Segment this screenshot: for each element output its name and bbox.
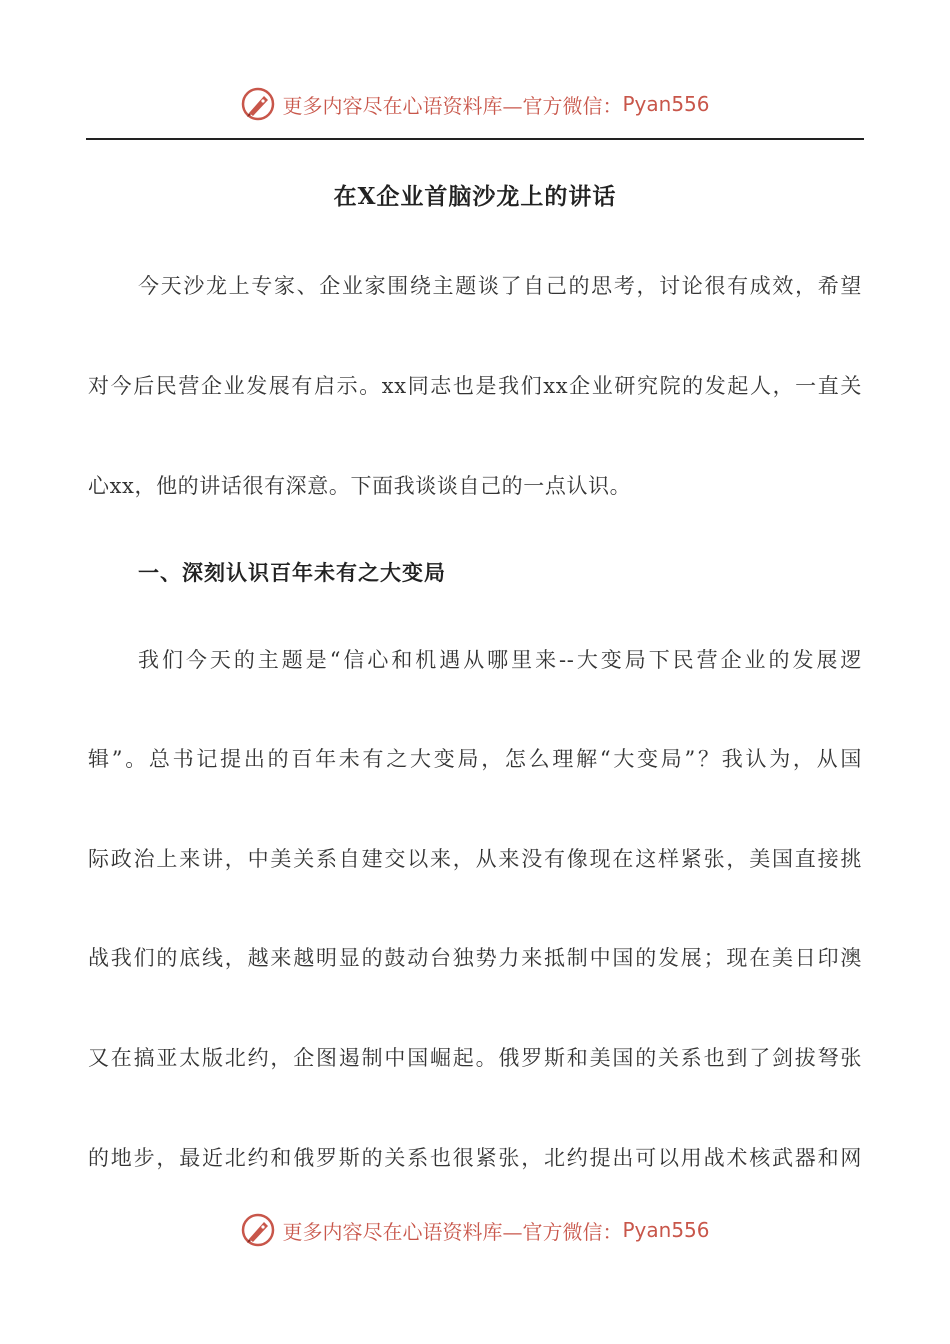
paragraph-line: 的地步，最近北约和俄罗斯的关系也很紧张，北约提出可以用战术核武器和网 — [88, 1146, 862, 1170]
banner-text: 更多内容尽在心语资料库—官方微信： — [282, 1219, 623, 1244]
paragraph-line: 又在搞亚太版北约，企图遏制中国崛起。俄罗斯和美国的关系也到了剑拔弩张 — [88, 1046, 862, 1070]
banner-wechat-id: Pyan556 — [622, 1218, 710, 1242]
pen-nib-logo-icon — [240, 1212, 276, 1248]
paragraph-line: 际政治上来讲，中美关系自建交以来，从来没有像现在这样紧张，美国直接挑 — [88, 847, 862, 871]
banner-wechat-id: Pyan556 — [622, 92, 710, 116]
paragraph-line: 辑”。总书记提出的百年未有之大变局，怎么理解“大变局”？我认为，从国 — [88, 747, 862, 771]
banner-text: 更多内容尽在心语资料库—官方微信： — [282, 93, 623, 118]
pen-nib-logo-icon — [240, 86, 276, 122]
section-heading: 一、深刻认识百年未有之大变局 — [138, 560, 446, 585]
header-banner — [0, 84, 950, 124]
header-divider — [86, 138, 864, 140]
paragraph-line: 对今后民营企业发展有启示。xx同志也是我们xx企业研究院的发起人，一直关 — [88, 374, 862, 398]
footer-banner — [0, 1210, 950, 1250]
paragraph-line: 心xx，他的讲话很有深意。下面我谈谈自己的一点认识。 — [88, 474, 632, 498]
paragraph-line: 我们今天的主题是“信心和机遇从哪里来--大变局下民营企业的发展逻 — [138, 648, 862, 672]
paragraph-line: 今天沙龙上专家、企业家围绕主题谈了自己的思考，讨论很有成效，希望 — [138, 274, 862, 298]
paragraph-line: 战我们的底线，越来越明显的鼓动台独势力来抵制中国的发展；现在美日印澳 — [88, 946, 862, 970]
document-title: 在X企业首脑沙龙上的讲话 — [333, 183, 617, 210]
